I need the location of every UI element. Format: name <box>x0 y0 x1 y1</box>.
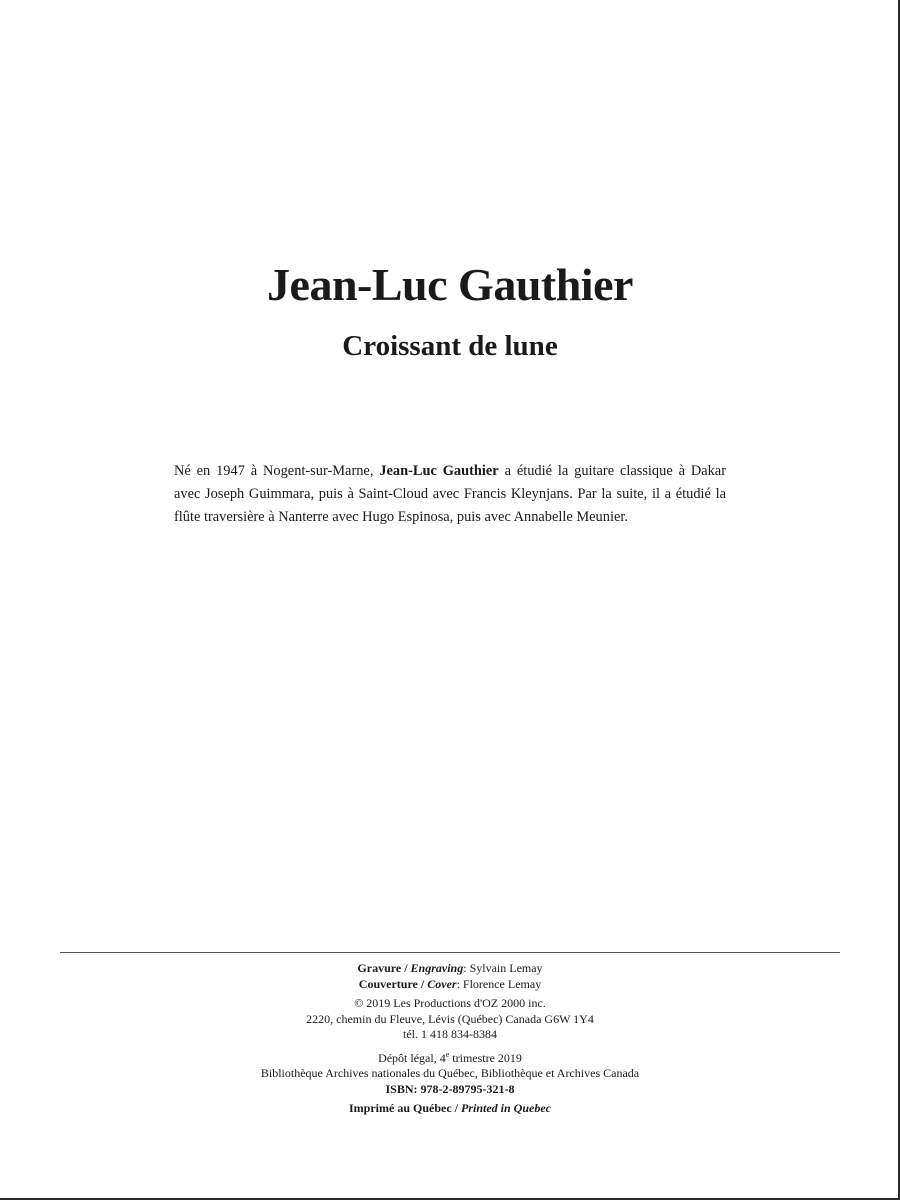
engraving-name: : Sylvain Lemay <box>463 961 543 975</box>
libraries-line: Bibliothèque Archives nationales du Québec, Bibliothèque et Archives Canada <box>260 1066 640 1080</box>
address-line: 2220, chemin du Fleuve, Lévis (Québec) Canada G6W 1Y4 <box>306 1011 594 1026</box>
divider-rule <box>60 952 840 953</box>
bio-rest: a étudié la guitare classique à Dakar avec Joseph Guimmara, puis à Saint-Cloud avec Francis Kleynjans. Par la suite, il a étudié la flûte traversière à Nanterre avec Hugo Espinosa, puis avec Annabelle Meunier. <box>174 463 726 525</box>
printed-line: Imprimé au Québec / Printed in Quebec <box>349 1101 551 1115</box>
engraving-credit: Gravure / Engraving: Sylvain Lemay <box>357 961 543 975</box>
cover-label-fr: Couverture <box>358 976 418 991</box>
legal-deposit-suffix: trimestre 2019 <box>449 1050 522 1065</box>
work-title: Croissant de lune <box>342 330 558 362</box>
biography-paragraph <box>174 460 726 529</box>
credits-block <box>0 961 900 1117</box>
phone-line: tél. 1 418 834-8384 <box>403 1027 497 1041</box>
cover-label-en: Cover <box>427 976 457 991</box>
legal-deposit-line <box>0 1047 900 1067</box>
composer-name: Jean-Luc Gauthier <box>267 259 633 310</box>
bio-composer-name: Jean-Luc Gauthier <box>379 463 499 479</box>
cover-credit: Couverture / Cover: Florence Lemay <box>358 976 542 991</box>
printed-fr: Imprimé au Québec <box>349 1101 452 1115</box>
legal-deposit-prefix: Dépôt légal, 4 <box>378 1050 446 1065</box>
engraving-label-fr: Gravure <box>357 961 402 975</box>
isbn: ISBN: 978-2-89795-321-8 <box>385 1081 515 1096</box>
bio-intro: Né en 1947 à Nogent-sur-Marne, <box>174 463 374 479</box>
cover-name: : Florence Lemay <box>456 976 542 991</box>
printed-en: Printed in Quebec <box>461 1101 551 1115</box>
engraving-label-en: Engraving <box>410 961 464 975</box>
copyright-line: © 2019 Les Productions d'OZ 2000 inc. <box>354 996 546 1010</box>
isbn-line <box>0 1082 900 1098</box>
legal-deposit-sup: e <box>445 1049 450 1059</box>
